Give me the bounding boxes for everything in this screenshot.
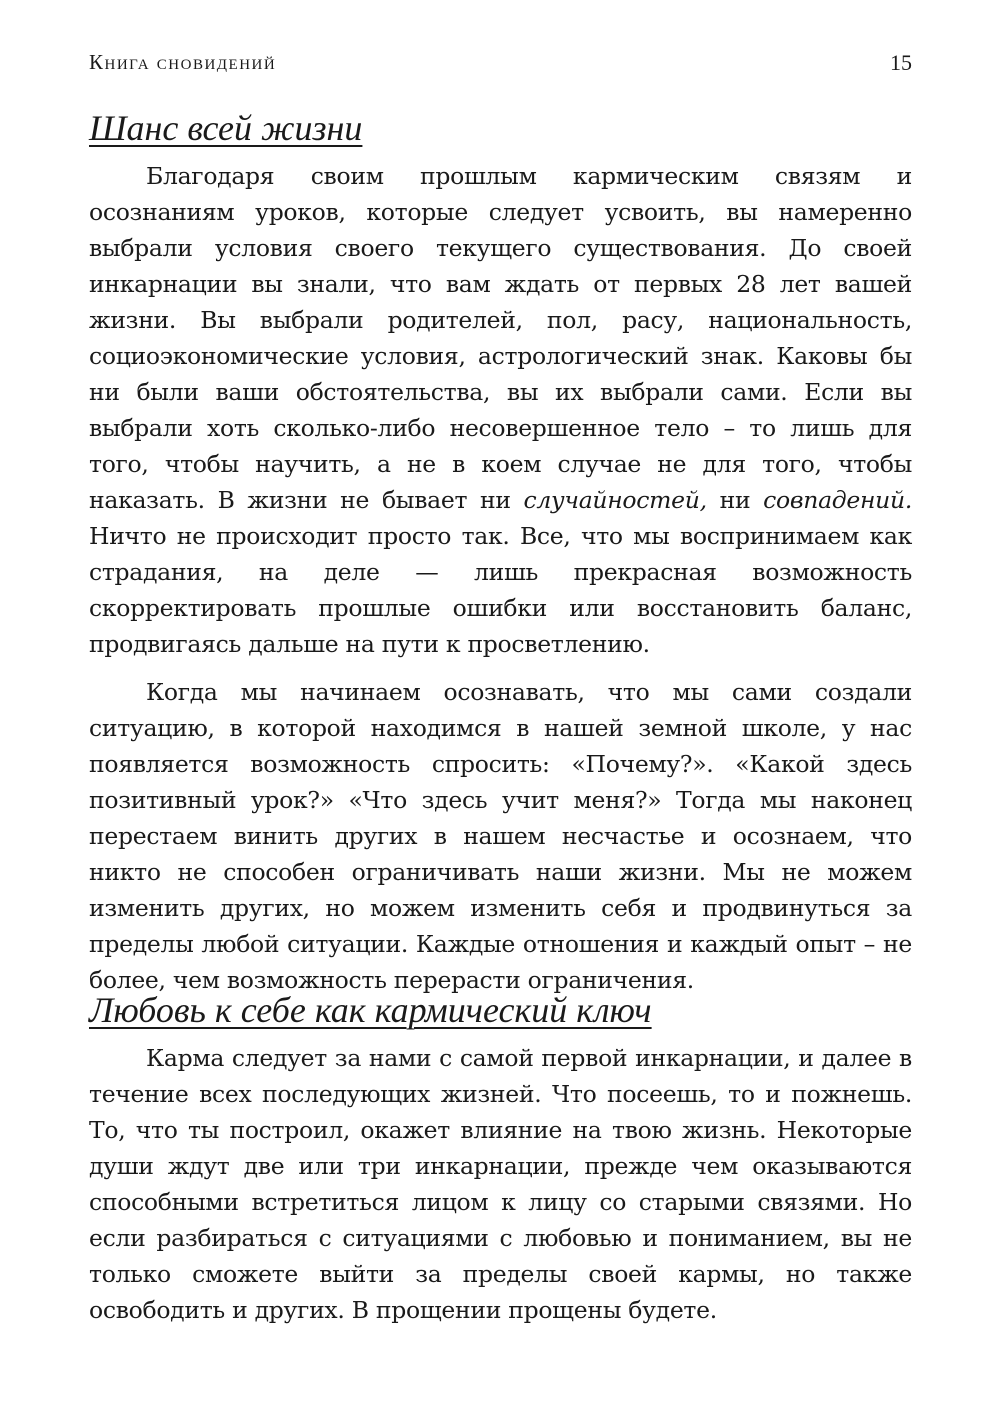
page-number: 15 xyxy=(890,50,912,75)
paragraph-text: ни xyxy=(706,486,764,514)
paragraph xyxy=(89,158,912,662)
paragraph: Карма следует за нами с самой первой инкарнации, и далее в течение всех последующих жизней. Что посеешь, то и пожнешь. То, что ты построил, окажет влияние на твою жизнь. Некоторые души ждут две или три инкарнации, прежде чем оказываются способными встретиться лицом к лицу со старыми связями. Но если разбираться с ситуациями с любовью и пониманием, вы не только сможете выйти за пределы своей кармы, но также освободить и других. В прощении прощены будете. xyxy=(89,1044,912,1324)
section-body-chance-of-lifetime xyxy=(89,158,912,1010)
book-page xyxy=(89,0,912,1418)
paragraph-text: Благодаря своим прошлым кармическим связям и осознаниям уроков, которые следует усвоить, вы намеренно выбрали условия своего текущего существования. До своей инкарнации вы знали, что вам ждать от первых 28 лет вашей жизни. Вы выбрали родителей, пол, расу, национальность, социоэкономические условия, астрологический знак. Каковы бы ни были ваши обстоятельства, вы их выбрали сами. Если вы выбрали хоть сколько-либо несовершенное тело – то лишь для того, чтобы научить, а не в коем случае не для того, чтобы наказать. В жизни не бывает ни xyxy=(89,162,912,514)
section-body-self-love-karmic-key xyxy=(89,1040,912,1340)
emphasis-text: совпадений. xyxy=(763,486,912,514)
section-heading-chance-of-lifetime: Шанс всей жизни xyxy=(89,108,363,148)
running-header xyxy=(89,50,912,80)
section-heading-self-love-karmic-key: Любовь к себе как кармический ключ xyxy=(89,990,652,1030)
paragraph-text: Ничто не происходит просто так. Все, что мы воспринимаем как страдания, на деле — лишь прекрасная возможность скорректировать прошлые ошибки или восстановить баланс, продвигаясь дальше на пути к просветлению. xyxy=(89,522,912,658)
emphasis-text: случайностей, xyxy=(523,486,707,514)
book-title: Книга сновидений xyxy=(89,50,277,74)
paragraph: Когда мы начинаем осознавать, что мы сами создали ситуацию, в которой находимся в нашей земной школе, у нас появляется возможность спросить: «Почему?». «Какой здесь позитивный урок?» «Что здесь учит меня?» Тогда мы наконец перестаем винить других в нашем несчастье и осознаем, что никто не способен ограничивать наши жизни. Мы не можем изменить других, но можем изменить себя и продвинуться за пределы любой ситуации. Каждые отношения и каждый опыт – не более, чем возможность перерасти ограничения. xyxy=(89,678,912,994)
